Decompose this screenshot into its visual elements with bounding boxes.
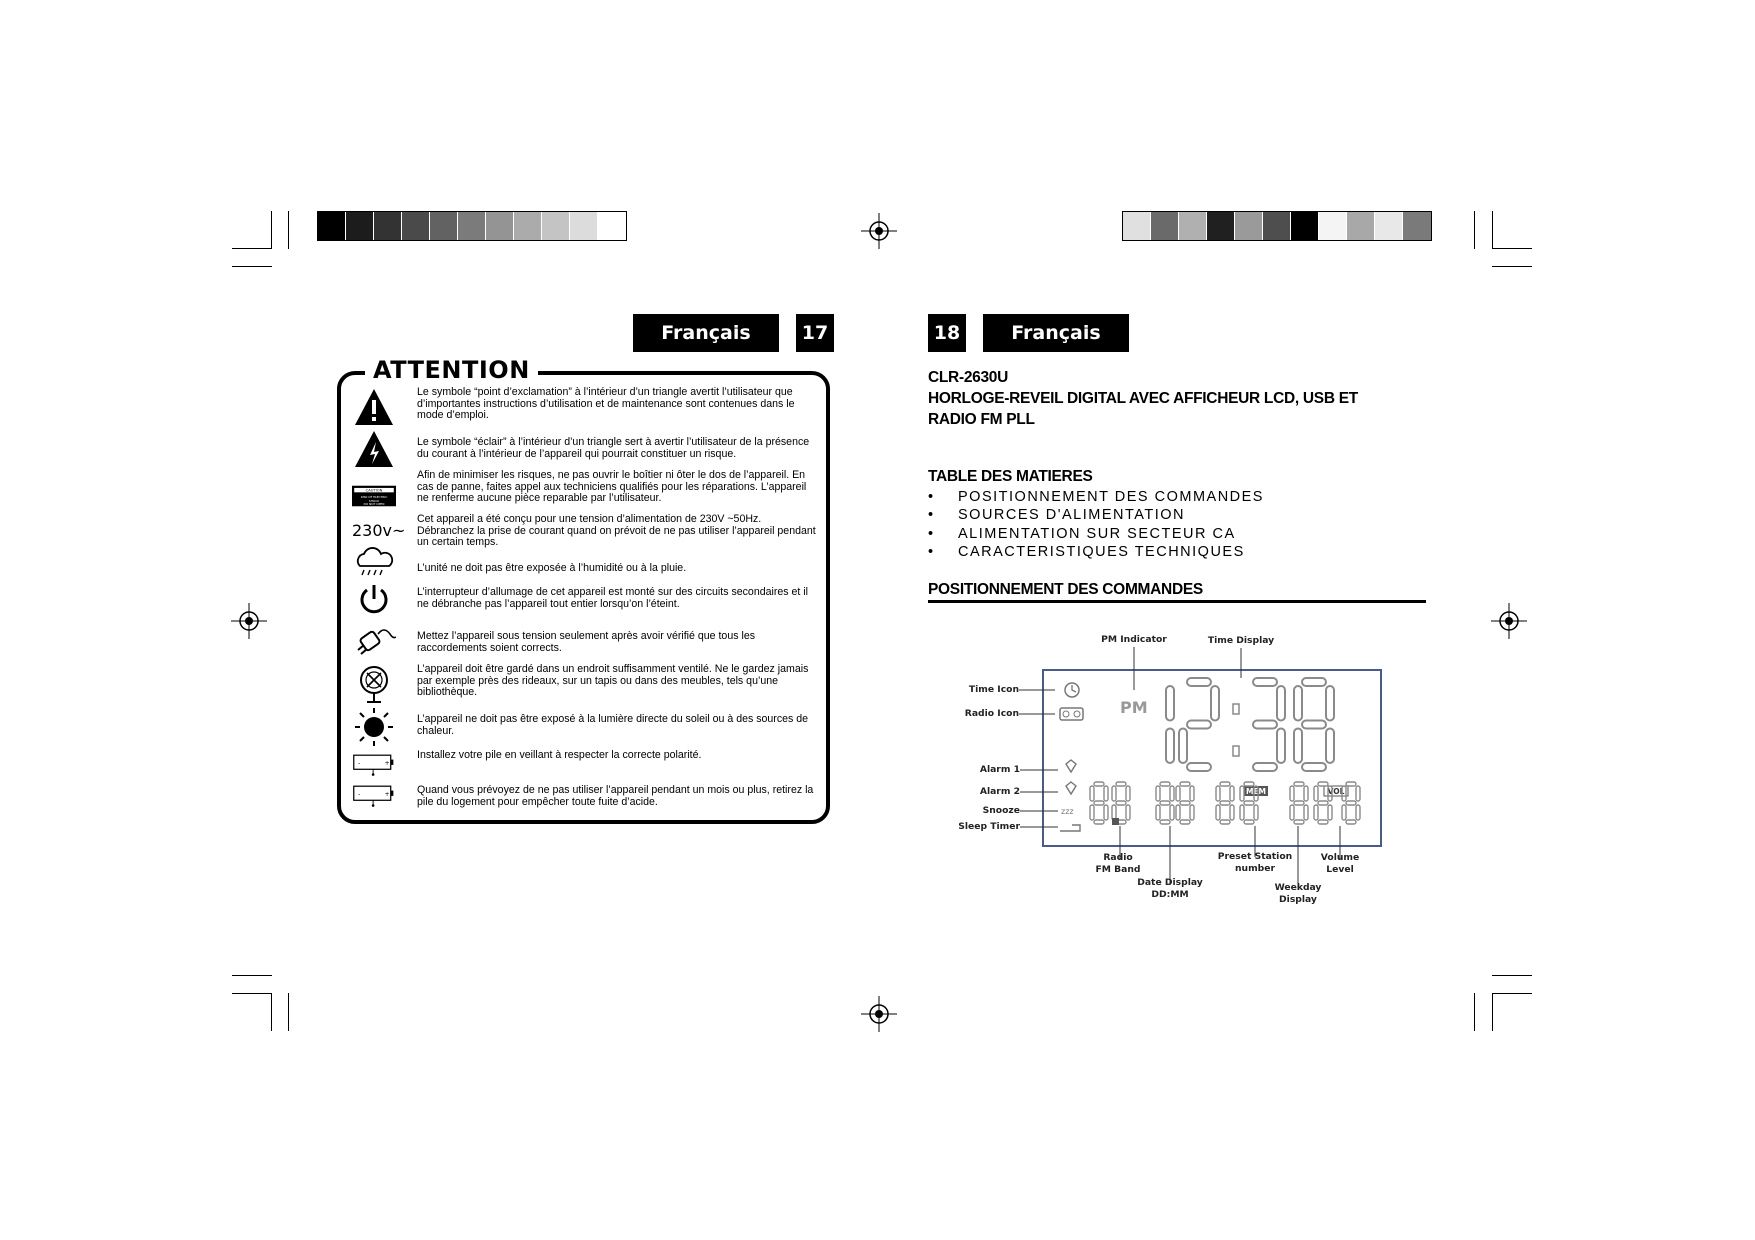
lcd-segment <box>1220 782 1230 786</box>
lcd-segment <box>1180 820 1190 824</box>
lcd-segment <box>1294 729 1302 764</box>
page-number: 18 <box>928 314 966 352</box>
svg-text:-: - <box>358 759 361 767</box>
lcd-label-alarm1: Alarm 1 <box>979 764 1020 775</box>
calibration-swatch <box>1123 212 1151 240</box>
lcd-segment <box>1328 805 1332 820</box>
rain-cloud-icon <box>352 546 396 578</box>
calibration-swatch <box>1375 212 1403 240</box>
calibration-swatch <box>1263 212 1291 240</box>
plug-icon <box>352 624 396 660</box>
toc-item: • SOURCES D'ALIMENTATION <box>928 507 1185 523</box>
calibration-swatch <box>542 212 570 240</box>
lcd-segment <box>1318 820 1328 824</box>
attention-text: Afin de minimiser les risques, ne pas ouvrir le boîtier ni ôter le dos de l’appareil. En cas de panne, faites appel aux techniciens qualifiés pour les réparations. L’appareil ne renferme aucune pièce reparable par l’utilisateur. <box>417 469 807 505</box>
lcd-label-volume: Volume Level <box>1320 852 1360 875</box>
battery-polarity-icon <box>352 749 396 779</box>
lcd-segment <box>1277 686 1285 721</box>
snooze-icon: zzz <box>1061 807 1074 816</box>
lcd-segment <box>1187 678 1211 686</box>
lcd-segment <box>1112 786 1116 801</box>
lcd-segment <box>1090 805 1094 820</box>
calibration-swatch <box>570 212 598 240</box>
lcd-segment <box>1346 820 1356 824</box>
svg-text:DO NOT OPEN: DO NOT OPEN <box>363 501 385 506</box>
calibration-swatch <box>1151 212 1179 240</box>
attention-text: Cet appareil a été conçu pour une tension d’alimentation de 230V ~50Hz. Débranchez la prise de courant quand on prévoit de ne pas utiliser l’appareil pendant un certain temps. <box>417 513 816 549</box>
lcd-segment <box>1216 805 1220 820</box>
attention-text: L’appareil ne doit pas être exposé à la lumière directe du soleil ou à des sources de chaleur. <box>417 713 809 737</box>
lcd-segment <box>1356 805 1360 820</box>
lcd-segment <box>1304 786 1308 801</box>
lcd-segment <box>1346 782 1356 786</box>
lcd-segment <box>1346 801 1356 805</box>
language-label: Français <box>983 314 1129 352</box>
svg-text:+: + <box>384 790 390 798</box>
registration-mark-icon <box>861 213 897 249</box>
lcd-segment <box>1314 786 1318 801</box>
svg-text:-: - <box>358 790 361 798</box>
lcd-segment <box>1240 786 1244 801</box>
lcd-segment <box>1104 786 1108 801</box>
svg-text:CAUTION: CAUTION <box>365 488 383 493</box>
lcd-segment <box>1187 721 1211 729</box>
attention-text: Mettez l’appareil sous tension seulement après avoir vérifié que tous les raccordements soient corrects. <box>417 630 756 654</box>
lcd-segment <box>1094 782 1104 786</box>
lcd-segment <box>1290 786 1294 801</box>
calibration-swatch <box>486 212 514 240</box>
calibration-swatch <box>514 212 542 240</box>
lcd-segment <box>1220 820 1230 824</box>
lcd-segment <box>1244 782 1254 786</box>
product-title: HORLOGE-REVEIL DIGITAL AVEC AFFICHEUR LCD, USB ET <box>928 390 1358 407</box>
lcd-segment <box>1326 729 1334 764</box>
battery-remove-icon <box>352 780 396 810</box>
lcd-segment <box>1156 786 1160 801</box>
svg-text:RISK OF ELECTRIC: RISK OF ELECTRIC <box>360 495 388 500</box>
registration-mark-icon <box>1491 603 1527 639</box>
lcd-segment <box>1304 805 1308 820</box>
lcd-segment <box>1094 820 1104 824</box>
lcd-segment <box>1160 782 1170 786</box>
alarm2-icon <box>1066 782 1076 794</box>
lcd-segment <box>1314 805 1318 820</box>
lightning-triangle-icon <box>352 428 396 470</box>
lcd-segment <box>1180 782 1190 786</box>
svg-text:MEM: MEM <box>1245 787 1267 796</box>
lcd-segment <box>1090 786 1094 801</box>
lcd-segment <box>1156 805 1160 820</box>
attention-text: L’interrupteur d’allumage de cet appareil est monté sur des circuits secondaires et il ne débranche pas l’appareil tout entier lorsqu’on l’éteint. <box>417 586 808 610</box>
lcd-segment <box>1326 686 1334 721</box>
toc-item: • CARACTERISTIQUES TECHNIQUES <box>928 544 1245 560</box>
lcd-segment <box>1302 678 1326 686</box>
svg-text:+: + <box>384 759 390 767</box>
lcd-segment <box>1318 801 1328 805</box>
lcd-label-alarm2: Alarm 2 <box>979 786 1020 797</box>
lcd-segment <box>1220 801 1230 805</box>
attention-text: Quand vous prévoyez de ne pas utiliser l’appareil pendant un mois ou plus, retirez la pile du logement pour empêcher toute fuite d’acide. <box>417 784 814 808</box>
lcd-label-sleep-timer: Sleep Timer <box>958 821 1020 832</box>
sleep-timer-icon <box>1060 825 1080 831</box>
grayscale-calibration-strip <box>317 211 627 241</box>
lcd-label-pm-indicator: PM Indicator <box>1101 634 1167 645</box>
lcd-segment <box>1160 801 1170 805</box>
attention-text: Le symbole “éclair” à l’intérieur d’un triangle sert à avertir l’utilisateur de la présence du courant à l’intérieur de l’appareil qui pourrait constituer un risque. <box>417 436 810 460</box>
lcd-label-radio-icon: Radio Icon <box>964 708 1019 719</box>
toc-item: • ALIMENTATION SUR SECTEUR CA <box>928 526 1236 542</box>
lcd-segment <box>1179 729 1187 764</box>
lcd-segment <box>1170 786 1174 801</box>
lcd-segment <box>1176 805 1180 820</box>
lcd-segment <box>1253 763 1277 771</box>
colon-top <box>1233 704 1239 714</box>
bottom-row-segments <box>1090 782 1360 824</box>
lcd-segment <box>1180 801 1190 805</box>
lcd-segment <box>1302 763 1326 771</box>
lcd-label-snooze: Snooze <box>982 805 1020 816</box>
lcd-segment <box>1244 801 1254 805</box>
lcd-segment <box>1294 782 1304 786</box>
calibration-swatch <box>374 212 402 240</box>
lcd-segment <box>1216 786 1220 801</box>
lcd-segment <box>1112 805 1116 820</box>
lcd-segment <box>1356 786 1360 801</box>
page-number: 17 <box>796 314 834 352</box>
lcd-segment <box>1166 729 1174 764</box>
caution-label-icon <box>352 482 396 510</box>
lcd-segment <box>1190 805 1194 820</box>
pm-indicator: PM <box>1120 698 1148 717</box>
lcd-segment <box>1126 786 1130 801</box>
calibration-swatch <box>1319 212 1347 240</box>
calibration-swatch <box>1347 212 1375 240</box>
lcd-segment <box>1244 820 1254 824</box>
model-number: CLR-2630U <box>928 369 1008 386</box>
calibration-swatch <box>598 212 626 240</box>
lcd-segment <box>1294 801 1304 805</box>
lcd-segment <box>1294 686 1302 721</box>
lcd-segment <box>1187 763 1211 771</box>
section-underline <box>928 600 1426 603</box>
lcd-segment <box>1318 782 1328 786</box>
lcd-segment <box>1116 801 1126 805</box>
voltage-icon: 230v~ <box>352 520 406 540</box>
section-heading: POSITIONNEMENT DES COMMANDES <box>928 581 1203 598</box>
lcd-segment <box>1302 721 1326 729</box>
calibration-swatch <box>346 212 374 240</box>
lcd-segment <box>1160 820 1170 824</box>
exclamation-triangle-icon <box>352 386 396 428</box>
calibration-swatch <box>1207 212 1235 240</box>
lcd-label-time-icon: Time Icon <box>968 684 1019 695</box>
lcd-label-time-display: Time Display <box>1207 635 1275 646</box>
sun-icon <box>352 707 396 747</box>
calibration-swatch <box>402 212 430 240</box>
product-title: RADIO FM PLL <box>928 411 1035 428</box>
ventilation-icon <box>352 662 396 704</box>
power-icon <box>352 582 396 616</box>
lcd-segment <box>1290 805 1294 820</box>
calibration-swatch <box>430 212 458 240</box>
lcd-segment <box>1190 786 1194 801</box>
attention-text: L’unité ne doit pas être exposée à l’humidité ou à la pluie. <box>417 562 687 574</box>
lcd-segment <box>1277 729 1285 764</box>
lcd-label-date-display: Date Display DD:MM <box>1137 877 1203 900</box>
lcd-segment <box>1240 805 1244 820</box>
lcd-segment <box>1176 786 1180 801</box>
lcd-segment <box>1294 820 1304 824</box>
registration-mark-icon <box>231 603 267 639</box>
calibration-swatch <box>1403 212 1431 240</box>
attention-text: Installez votre pile en veillant à respecter la correcte polarité. <box>417 749 702 761</box>
toc-item: • POSITIONNEMENT DES COMMANDES <box>928 489 1264 505</box>
lcd-segment <box>1170 805 1174 820</box>
lcd-segment <box>1342 805 1346 820</box>
attention-text: Le symbole “point d’exclamation” à l’intérieur d’un triangle avertit l’utilisateur que d’importantes instructions d’utilisation et de maintenance sont contenues dans le mode d’emploi. <box>417 386 795 422</box>
tone-calibration-strip <box>1122 211 1432 241</box>
lcd-segment <box>1253 721 1277 729</box>
attention-text: L’appareil doit être gardé dans un endroit suffisamment ventilé. Ne le gardez jamais par exemple près des rideaux, sur un tapis ou dans des meubles, tels qu’une bibliothèque. <box>417 663 809 699</box>
lcd-segment <box>1211 686 1219 721</box>
colon-bottom <box>1233 746 1239 756</box>
toc-heading: TABLE DES MATIERES <box>928 468 1093 485</box>
svg-text:SHOCK: SHOCK <box>368 498 380 503</box>
lcd-segment <box>1230 805 1234 820</box>
calibration-swatch <box>1291 212 1319 240</box>
time-display <box>1166 678 1334 771</box>
lcd-label-weekday: Weekday Display <box>1274 882 1322 905</box>
registration-mark-icon <box>861 996 897 1032</box>
calibration-swatch <box>318 212 346 240</box>
calibration-swatch <box>1179 212 1207 240</box>
alarm1-icon <box>1066 760 1076 772</box>
lcd-segment <box>1254 805 1258 820</box>
lcd-segment <box>1094 801 1104 805</box>
svg-text:VOL: VOL <box>1327 787 1345 796</box>
lcd-segment <box>1166 686 1174 721</box>
attention-title: ATTENTION <box>365 356 538 384</box>
lcd-segment <box>1230 786 1234 801</box>
lcd-segment <box>1116 782 1126 786</box>
language-label: Français <box>633 314 779 352</box>
lcd-segment <box>1126 805 1130 820</box>
lcd-segment <box>1253 678 1277 686</box>
fm-band-indicator <box>1112 818 1119 825</box>
lcd-label-radio-fm-band: Radio FM Band <box>1095 852 1141 875</box>
calibration-swatch <box>1235 212 1263 240</box>
lcd-label-preset-station: Preset Station number <box>1217 851 1293 874</box>
lcd-segment <box>1104 805 1108 820</box>
calibration-swatch <box>458 212 486 240</box>
